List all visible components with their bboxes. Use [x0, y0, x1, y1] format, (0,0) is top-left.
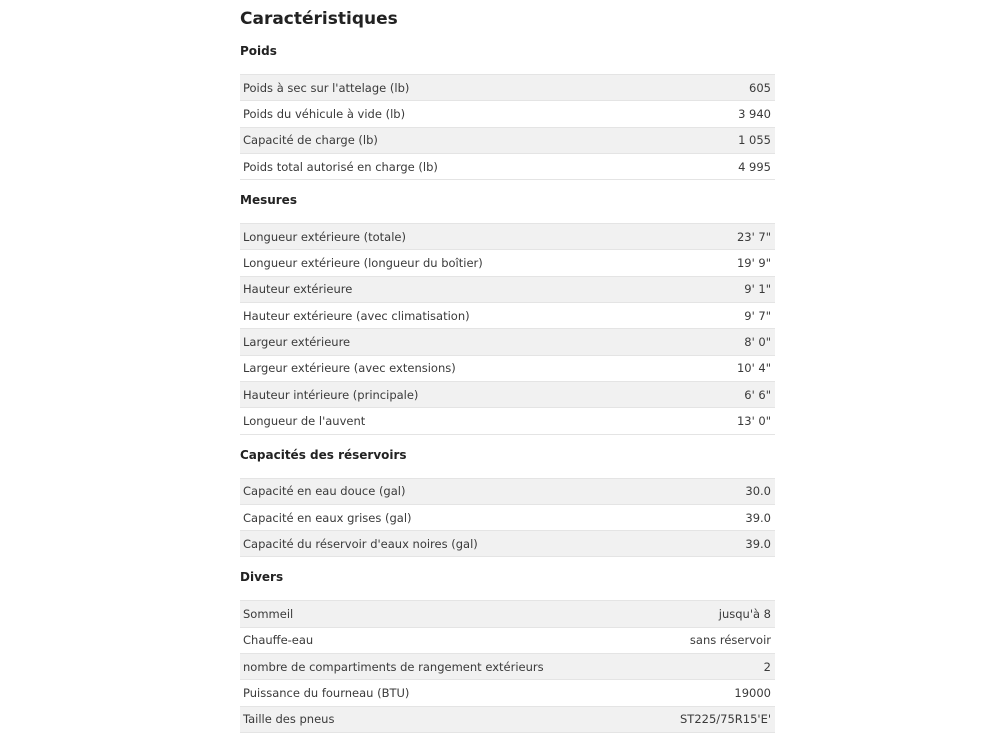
- spec-row: [240, 100, 775, 126]
- spec-value: 605: [749, 80, 771, 95]
- spec-label: Hauteur extérieure (avec climatisation): [243, 308, 470, 323]
- spec-row: [240, 74, 775, 100]
- spec-value: 39.0: [745, 510, 771, 525]
- spec-row: [240, 600, 775, 626]
- spec-value: sans réservoir: [689, 633, 771, 648]
- section-poids: [240, 37, 775, 180]
- spec-row: [240, 530, 775, 557]
- specs-container: [240, 0, 775, 739]
- spec-value: jusqu'à 8: [718, 607, 771, 622]
- spec-row: [240, 302, 775, 328]
- spec-label: Capacité en eau douce (gal): [243, 484, 406, 499]
- spec-label: Poids du véhicule à vide (lb): [243, 106, 406, 121]
- spec-table: [240, 74, 775, 180]
- spec-row: [240, 153, 775, 180]
- section-mesures: [240, 186, 775, 434]
- spec-row: [240, 355, 775, 381]
- spec-table: [240, 478, 775, 558]
- spec-label: Capacité du réservoir d'eaux noires (gal): [243, 536, 478, 551]
- spec-value: 6' 6": [744, 387, 771, 402]
- spec-value: 23' 7": [736, 229, 771, 244]
- spec-row: [240, 249, 775, 275]
- spec-row: [240, 504, 775, 530]
- spec-value: 9' 7": [744, 308, 771, 323]
- spec-label: Largeur extérieure: [243, 335, 351, 350]
- spec-row: [240, 679, 775, 705]
- spec-label: Longueur de l'auvent: [243, 413, 366, 428]
- section-title: Divers: [240, 570, 284, 585]
- spec-label: Hauteur intérieure (principale): [243, 387, 419, 402]
- spec-label: Taille des pneus: [243, 712, 335, 727]
- spec-value: 3 940: [738, 106, 771, 121]
- spec-row: [240, 276, 775, 302]
- spec-label: Poids à sec sur l'attelage (lb): [243, 80, 410, 95]
- spec-row: [240, 478, 775, 504]
- spec-value: 19000: [734, 685, 771, 700]
- spec-label: Hauteur extérieure: [243, 282, 353, 297]
- spec-label: Largeur extérieure (avec extensions): [243, 361, 456, 376]
- spec-value: 8' 0": [744, 335, 771, 350]
- spec-label: Longueur extérieure (longueur du boîtier): [243, 256, 483, 271]
- section-divers: [240, 563, 775, 732]
- spec-row: [240, 381, 775, 407]
- spec-row: [240, 328, 775, 354]
- spec-label: Poids total autorisé en charge (lb): [243, 159, 438, 174]
- spec-label: Sommeil: [243, 607, 294, 622]
- section-title: Capacités des réservoirs: [240, 447, 407, 462]
- spec-row: [240, 627, 775, 653]
- spec-value: 9' 1": [744, 282, 771, 297]
- spec-label: Longueur extérieure (totale): [243, 229, 406, 244]
- spec-table: [240, 600, 775, 732]
- spec-row: [240, 223, 775, 249]
- spec-value: 13' 0": [736, 413, 771, 428]
- spec-value: 1 055: [738, 133, 771, 148]
- spec-value: 4 995: [738, 159, 771, 174]
- spec-row: [240, 706, 775, 733]
- spec-row: [240, 127, 775, 153]
- spec-label: Chauffe-eau: [243, 633, 314, 648]
- spec-label: Capacité en eaux grises (gal): [243, 510, 412, 525]
- spec-row: [240, 407, 775, 434]
- section-title: Poids: [240, 44, 277, 58]
- spec-value: 2: [763, 659, 771, 674]
- spec-label: Puissance du fourneau (BTU): [243, 685, 410, 700]
- spec-table: [240, 223, 775, 434]
- spec-label: Capacité de charge (lb): [243, 133, 378, 148]
- spec-label: nombre de compartiments de rangement extérieurs: [243, 659, 544, 674]
- section-title: Mesures: [240, 193, 297, 208]
- spec-value: 10' 4": [736, 361, 771, 376]
- spec-value: ST225/75R15'E': [680, 712, 771, 727]
- spec-row: [240, 653, 775, 679]
- page-title: Caractéristiques: [240, 9, 398, 29]
- section-reservoirs: [240, 441, 775, 558]
- spec-value: 19' 9": [736, 256, 771, 271]
- spec-value: 39.0: [745, 536, 771, 551]
- spec-value: 30.0: [745, 484, 771, 499]
